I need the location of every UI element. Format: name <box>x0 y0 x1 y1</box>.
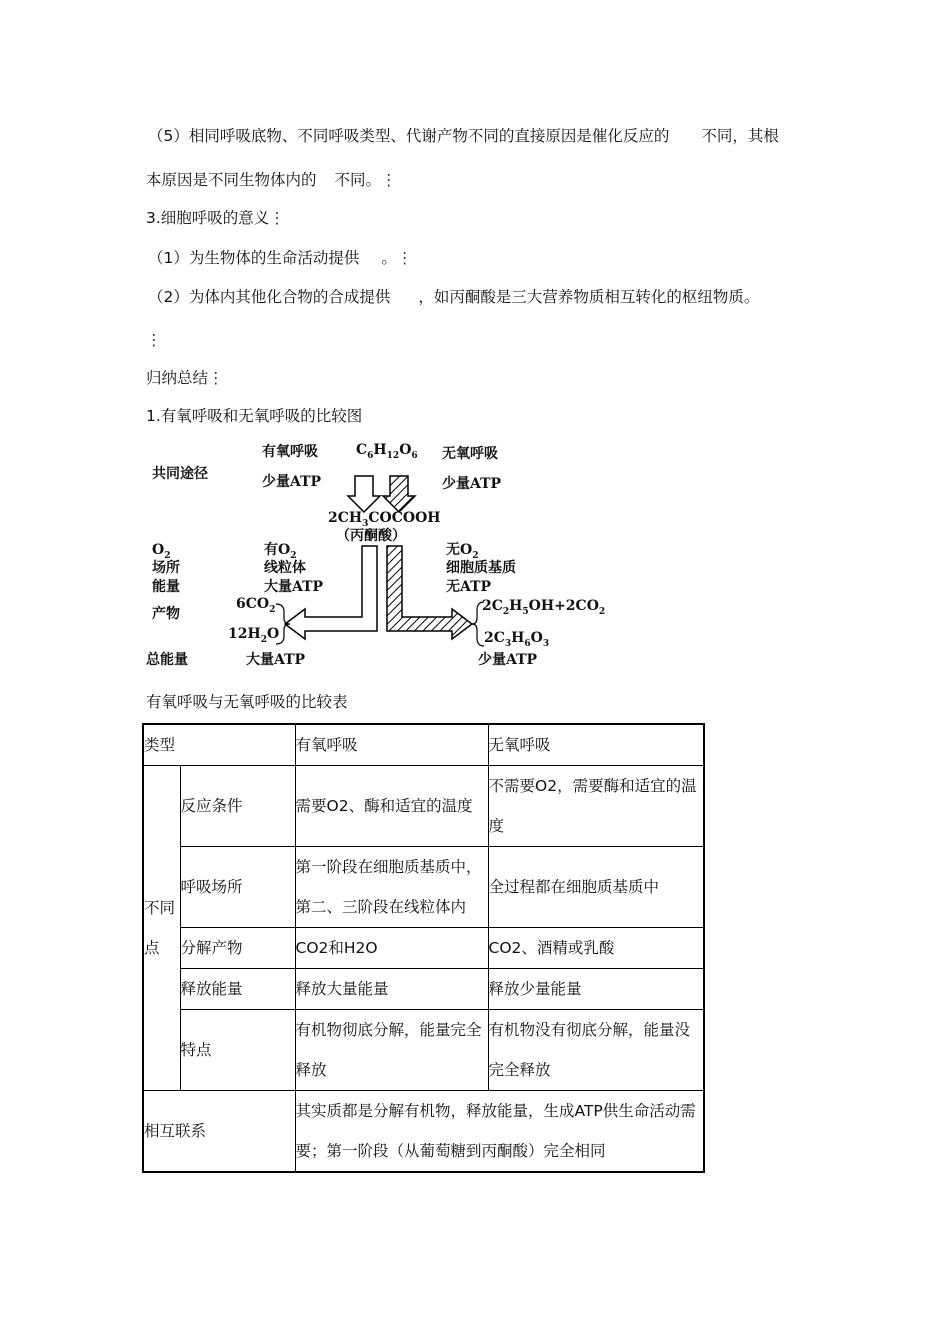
p5-text-a: （5）相同呼吸底物、不同呼吸类型、代谢产物不同的直接原因是催化反应的 <box>148 127 670 145</box>
pyruvate-name: （丙酮酸） <box>336 528 406 544</box>
row-name: 释放能量 <box>180 969 295 1010</box>
anaerobic-energy: 无ATP <box>446 579 492 595</box>
paragraph-5-line1 <box>148 126 779 146</box>
anaerobic-title: 无氧呼吸 <box>442 446 498 462</box>
row-label-energy: 能量 <box>152 579 180 595</box>
heading-1: 1.有氧呼吸和无氧呼吸的比较图 <box>146 407 363 425</box>
aerobic-energy: 大量ATP <box>264 579 324 595</box>
aerobic-product-h2o: $12H_2O$ <box>228 626 280 645</box>
relation-text: 其实质都是分解有机物，释放能量，生成ATP供生命活动需要；第一阶段（从葡萄糖到丙酮酸）完全相同 <box>295 1091 704 1173</box>
summary-text: 归纳总结 <box>146 369 209 387</box>
anaerobic-product-lactate: $2C_3H_6O_3$ <box>484 630 550 649</box>
row-label-product: 产物 <box>152 606 180 622</box>
row-label-site: 场所 <box>152 560 180 576</box>
comparison-table <box>142 723 705 1173</box>
respiration-diagram <box>140 438 620 678</box>
row-aerobic: 需要O2、酶和适宜的温度 <box>295 766 488 847</box>
anaerobic-small-atp: 少量ATP <box>442 476 502 492</box>
aerobic-o2: 有$O_2$ <box>264 542 297 561</box>
p5-line2-text-a: 本原因是不同生物体内的 <box>146 171 317 189</box>
header-type: 类型 <box>143 724 295 766</box>
item-2 <box>148 287 759 307</box>
anaerobic-product-ethanol: $2C_2H_5OH+2CO_2$ <box>482 598 606 617</box>
aerobic-product-co2: $6CO_2$ <box>236 596 276 615</box>
p5-line2-text-b: 不同。 <box>334 171 382 189</box>
group-label <box>143 766 180 1091</box>
group-label-text: 不同点 <box>144 899 176 957</box>
p5-text-b: 不同，其根 <box>701 127 779 145</box>
item-1 <box>148 248 412 268</box>
header-anaerobic: 无氧呼吸 <box>488 724 704 766</box>
row-name: 特点 <box>180 1010 295 1091</box>
row-name: 反应条件 <box>180 766 295 847</box>
aerobic-title: 有氧呼吸 <box>262 444 318 460</box>
anaerobic-site: 细胞质基质 <box>446 560 516 576</box>
header-aerobic: 有氧呼吸 <box>295 724 488 766</box>
paragraph-mark: ⋮ <box>269 209 285 227</box>
item-2-text-b: ，如丙酮酸是三大营养物质相互转化的枢纽物质。 <box>418 288 760 306</box>
item-1-text-a: （1）为生物体的生命活动提供 <box>148 249 360 267</box>
row-label-total: 总能量 <box>146 652 188 668</box>
table-row <box>143 969 704 1010</box>
aerobic-down-arrow <box>348 476 380 512</box>
row-name: 呼吸场所 <box>180 847 295 928</box>
paragraph-mark: ⋮ <box>208 369 224 387</box>
row-anaerobic: 不需要O2，需要酶和适宜的温度 <box>488 766 704 847</box>
row-name: 分解产物 <box>180 928 295 969</box>
anaerobic-o2: 无$O_2$ <box>446 542 479 561</box>
table-header-row <box>143 724 704 766</box>
table-row <box>143 766 704 847</box>
row-aerobic: 释放大量能量 <box>295 969 488 1010</box>
pyruvate-formula: $2CH_3COCOOH$ <box>328 510 441 529</box>
row-aerobic: 有机物彻底分解，能量完全释放 <box>295 1010 488 1091</box>
summary-heading <box>146 368 224 388</box>
row-aerobic: 第一阶段在细胞质基质中，第二、三阶段在线粒体内 <box>295 847 488 928</box>
paragraph-mark: ⋮ <box>381 171 397 189</box>
table-row <box>143 847 704 928</box>
relation-row <box>143 1091 704 1173</box>
relation-label: 相互联系 <box>143 1091 295 1173</box>
heading-3 <box>146 208 285 228</box>
paragraph-5-line2 <box>146 170 397 190</box>
item-1-text-b: 。 <box>381 249 397 267</box>
row-anaerobic: CO2、酒精或乳酸 <box>488 928 704 969</box>
aerobic-small-atp: 少量ATP <box>262 474 322 490</box>
table-caption: 有氧呼吸与无氧呼吸的比较表 <box>146 693 348 711</box>
row-anaerobic: 全过程都在细胞质基质中 <box>488 847 704 928</box>
item-2-text-a: （2）为体内其他化合物的合成提供 <box>148 288 391 306</box>
anaerobic-down-arrow <box>383 476 415 512</box>
anaerobic-total: 少量ATP <box>478 652 538 668</box>
paragraph-mark: ⋮ <box>396 249 413 267</box>
row-aerobic: CO2和H2O <box>295 928 488 969</box>
aerobic-site: 线粒体 <box>264 560 306 576</box>
row-anaerobic: 释放少量能量 <box>488 969 704 1010</box>
aerobic-total: 大量ATP <box>246 652 306 668</box>
row-label-o2: $O_2$ <box>152 542 171 561</box>
glucose-formula: $C_6H_{12}O_6$ <box>356 442 418 461</box>
row-anaerobic: 有机物没有彻底分解，能量没完全释放 <box>488 1010 704 1091</box>
table-row <box>143 1010 704 1091</box>
paragraph-mark: ⋮ <box>146 331 162 349</box>
table-row <box>143 928 704 969</box>
heading-3-text: 3.细胞呼吸的意义 <box>146 209 270 227</box>
common-path-label: 共同途径 <box>152 466 208 482</box>
